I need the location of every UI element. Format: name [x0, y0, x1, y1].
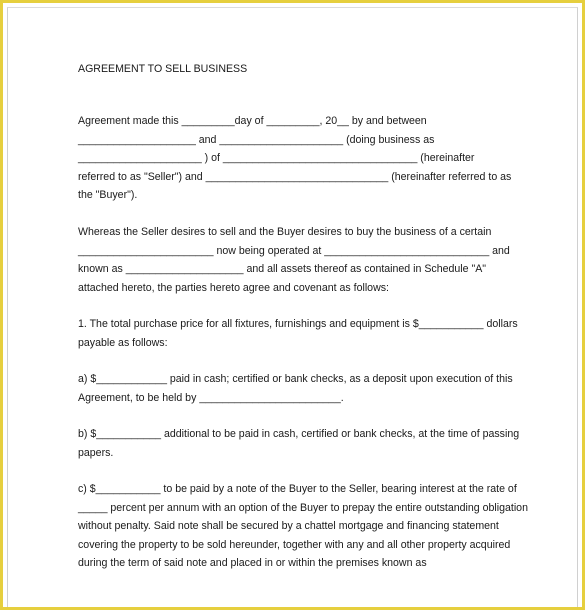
paragraph-clause-b — [78, 425, 548, 462]
paragraph-line: during the term of said note and placed in or within the premises known as — [78, 557, 427, 569]
paragraph-line: known as ____________________ and all assets thereof as contained in Schedule "A" — [78, 263, 487, 275]
paragraph-line: referred to as "Seller") and _______________________________ (hereinafter referred to as — [78, 170, 512, 183]
paragraph-line: b) $___________ additional to be paid in cash, certified or bank checks, at the time of passing — [78, 428, 520, 440]
paragraph-line: c) $___________ to be paid by a note of the Buyer to the Seller, bearing interest at the rate of — [78, 483, 517, 495]
paragraph-clause-c — [78, 480, 548, 573]
paragraph-whereas — [78, 223, 548, 297]
paragraph-line: payable as follows: — [78, 336, 168, 349]
document-page — [7, 7, 578, 607]
paragraph-line: _______________________ now being operated at ____________________________ and — [78, 244, 510, 257]
paragraph-line: Agreement, to be held by ________________________. — [78, 391, 344, 404]
document-title: AGREEMENT TO SELL BUSINESS — [78, 63, 248, 75]
paragraph-line: Whereas the Seller desires to sell and the Buyer desires to buy the business of a certain — [78, 226, 492, 238]
paragraph-line: attached hereto, the parties hereto agree and covenant as follows: — [78, 281, 389, 294]
paragraph-line: the "Buyer"). — [78, 189, 138, 201]
paragraph-line: a) $____________ paid in cash; certified or bank checks, as a deposit upon execution of this — [78, 373, 513, 385]
paragraph-line: Agreement made this _________day of _________, 20__ by and between — [78, 115, 427, 127]
paragraph-clause-a — [78, 370, 548, 407]
paragraph-line: without penalty. Said note shall be secured by a chattel mortgage and financing statement — [78, 520, 499, 532]
bottom-fade — [8, 569, 577, 607]
paragraph-line: covering the property to be sold hereunder, together with any and all other property acquired — [78, 538, 511, 551]
paragraph-line: _____ percent per annum with an option of the Buyer to prepay the entire outstanding obligation — [78, 501, 528, 514]
paragraph-purchase-price — [78, 315, 548, 352]
paragraph-line: ____________________ and _____________________ (doing business as — [78, 133, 435, 146]
paragraph-line: _____________________ ) of _________________________________ (hereinafter — [78, 152, 475, 164]
paragraph-line: 1. The total purchase price for all fixtures, furnishings and equipment is $___________ dollars — [78, 318, 518, 330]
paragraph-agreement-parties — [78, 112, 548, 205]
paragraph-line: papers. — [78, 446, 114, 459]
